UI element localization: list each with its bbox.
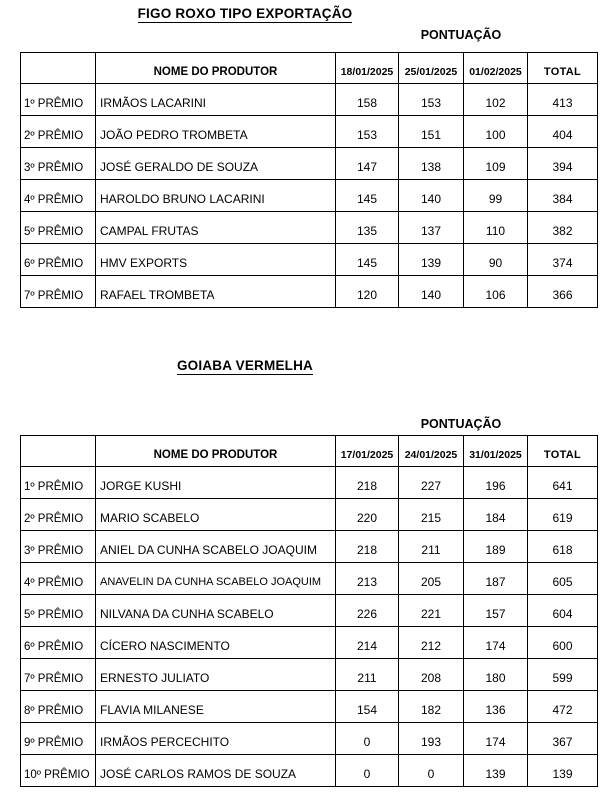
total-cell: 618 (528, 531, 598, 563)
score-cell: 189 (464, 531, 528, 563)
score-cell: 213 (336, 563, 399, 595)
total-cell: 605 (528, 563, 598, 595)
producer-name-cell: FLAVIA MILANESE (96, 691, 336, 723)
producer-name-cell: MARIO SCABELO (96, 499, 336, 531)
score-cell: 0 (336, 755, 399, 787)
score-cell: 196 (464, 467, 528, 499)
producer-name-cell: HMV EXPORTS (96, 244, 336, 276)
producer-name-cell: JORGE KUSHI (96, 467, 336, 499)
total-cell: 374 (528, 244, 598, 276)
score-cell: 120 (336, 276, 399, 308)
table-row (21, 627, 598, 659)
prize-rank-cell: 8º PRÊMIO (21, 691, 96, 723)
score-cell: 136 (464, 691, 528, 723)
header-row (21, 436, 598, 467)
total-cell: 472 (528, 691, 598, 723)
score-cell: 137 (399, 212, 464, 244)
total-cell: 599 (528, 659, 598, 691)
table2-title-text: GOIABA VERMELHA (176, 358, 313, 373)
results-table-figo-roxo (20, 52, 598, 308)
producer-name-cell: ANIEL DA CUNHA SCABELO JOAQUIM (96, 531, 336, 563)
producer-name-cell: CÍCERO NASCIMENTO (96, 627, 336, 659)
score-cell: 145 (336, 244, 399, 276)
score-cell: 226 (336, 595, 399, 627)
score-cell: 154 (336, 691, 399, 723)
total-cell: 394 (528, 148, 598, 180)
prize-rank-cell: 1º PRÊMIO (21, 84, 96, 116)
producer-column-header: NOME DO PRODUTOR (96, 53, 336, 84)
table-row (21, 467, 598, 499)
results-table-goiaba-vermelha (20, 435, 598, 787)
producer-name-cell: JOÃO PEDRO TROMBETA (96, 116, 336, 148)
score-cell: 211 (336, 659, 399, 691)
producer-name-cell: IRMÃOS PERCECHITO (96, 723, 336, 755)
table-row (21, 180, 598, 212)
producer-name-cell: JOSÉ GERALDO DE SOUZA (96, 148, 336, 180)
score-cell: 180 (464, 659, 528, 691)
table-row (21, 116, 598, 148)
total-cell: 139 (528, 755, 598, 787)
score-cell: 205 (399, 563, 464, 595)
producer-name-cell: RAFAEL TROMBETA (96, 276, 336, 308)
score-cell: 138 (399, 148, 464, 180)
score-cell: 193 (399, 723, 464, 755)
table1-score-header: PONTUAÇÃO (420, 28, 502, 42)
prize-rank-cell: 7º PRÊMIO (21, 276, 96, 308)
table-body (21, 84, 598, 308)
score-cell: 100 (464, 116, 528, 148)
producer-name-cell: IRMÃOS LACARINI (96, 84, 336, 116)
score-cell: 140 (399, 276, 464, 308)
date-column-header: 31/01/2025 (464, 436, 528, 467)
score-cell: 158 (336, 84, 399, 116)
table-body (21, 467, 598, 787)
prize-rank-cell: 10º PRÊMIO (21, 755, 96, 787)
score-cell: 214 (336, 627, 399, 659)
score-cell: 182 (399, 691, 464, 723)
score-cell: 110 (464, 212, 528, 244)
table-row (21, 212, 598, 244)
score-cell: 102 (464, 84, 528, 116)
table-row (21, 84, 598, 116)
corner-cell (21, 53, 96, 84)
prize-rank-cell: 4º PRÊMIO (21, 563, 96, 595)
score-cell: 0 (336, 723, 399, 755)
score-cell: 184 (464, 499, 528, 531)
score-cell: 218 (336, 531, 399, 563)
table-row (21, 723, 598, 755)
table-row (21, 755, 598, 787)
date-column-header: 25/01/2025 (399, 53, 464, 84)
prize-rank-cell: 7º PRÊMIO (21, 659, 96, 691)
table-row (21, 499, 598, 531)
total-cell: 413 (528, 84, 598, 116)
total-cell: 367 (528, 723, 598, 755)
table-row (21, 148, 598, 180)
date-column-header: 01/02/2025 (464, 53, 528, 84)
producer-name-cell: ERNESTO JULIATO (96, 659, 336, 691)
table2-score-header: PONTUAÇÃO (420, 417, 502, 431)
score-cell: 109 (464, 148, 528, 180)
table1-title (0, 6, 490, 23)
total-cell: 384 (528, 180, 598, 212)
table-row (21, 595, 598, 627)
score-cell: 153 (336, 116, 399, 148)
table-row (21, 244, 598, 276)
score-cell: 135 (336, 212, 399, 244)
score-cell: 174 (464, 627, 528, 659)
producer-name-cell: ANAVELIN DA CUNHA SCABELO JOAQUIM (96, 563, 336, 595)
prize-rank-cell: 6º PRÊMIO (21, 627, 96, 659)
total-column-header: TOTAL (528, 436, 598, 467)
producer-name-cell: JOSÉ CARLOS RAMOS DE SOUZA (96, 755, 336, 787)
producer-name-cell: HAROLDO BRUNO LACARINI (96, 180, 336, 212)
score-cell: 215 (399, 499, 464, 531)
table-row (21, 531, 598, 563)
score-cell: 151 (399, 116, 464, 148)
date-column-header: 18/01/2025 (336, 53, 399, 84)
table2-title (0, 358, 490, 375)
producer-name-cell: CAMPAL FRUTAS (96, 212, 336, 244)
total-cell: 604 (528, 595, 598, 627)
score-cell: 139 (464, 755, 528, 787)
score-cell: 139 (399, 244, 464, 276)
score-cell: 220 (336, 499, 399, 531)
prize-rank-cell: 3º PRÊMIO (21, 531, 96, 563)
total-cell: 382 (528, 212, 598, 244)
score-cell: 208 (399, 659, 464, 691)
prize-rank-cell: 6º PRÊMIO (21, 244, 96, 276)
table1-title-text: FIGO ROXO TIPO EXPORTAÇÃO (137, 6, 353, 21)
prize-rank-cell: 9º PRÊMIO (21, 723, 96, 755)
score-cell: 99 (464, 180, 528, 212)
score-cell: 218 (336, 467, 399, 499)
table-row (21, 659, 598, 691)
total-column-header: TOTAL (528, 53, 598, 84)
score-cell: 221 (399, 595, 464, 627)
score-cell: 145 (336, 180, 399, 212)
score-cell: 0 (399, 755, 464, 787)
prize-rank-cell: 2º PRÊMIO (21, 499, 96, 531)
score-cell: 212 (399, 627, 464, 659)
score-cell: 153 (399, 84, 464, 116)
score-cell: 147 (336, 148, 399, 180)
prize-rank-cell: 4º PRÊMIO (21, 180, 96, 212)
prize-rank-cell: 3º PRÊMIO (21, 148, 96, 180)
score-cell: 140 (399, 180, 464, 212)
score-cell: 157 (464, 595, 528, 627)
score-cell: 211 (399, 531, 464, 563)
prize-rank-cell: 1º PRÊMIO (21, 467, 96, 499)
total-cell: 619 (528, 499, 598, 531)
total-cell: 404 (528, 116, 598, 148)
table-row (21, 691, 598, 723)
prize-rank-cell: 2º PRÊMIO (21, 116, 96, 148)
total-cell: 366 (528, 276, 598, 308)
table-row (21, 563, 598, 595)
score-cell: 106 (464, 276, 528, 308)
prize-rank-cell: 5º PRÊMIO (21, 595, 96, 627)
score-cell: 187 (464, 563, 528, 595)
score-cell: 90 (464, 244, 528, 276)
corner-cell (21, 436, 96, 467)
total-cell: 641 (528, 467, 598, 499)
total-cell: 600 (528, 627, 598, 659)
date-column-header: 24/01/2025 (399, 436, 464, 467)
score-cell: 227 (399, 467, 464, 499)
producer-column-header: NOME DO PRODUTOR (96, 436, 336, 467)
date-column-header: 17/01/2025 (336, 436, 399, 467)
producer-name-cell: NILVANA DA CUNHA SCABELO (96, 595, 336, 627)
header-row (21, 53, 598, 84)
score-cell: 174 (464, 723, 528, 755)
table-row (21, 276, 598, 308)
prize-rank-cell: 5º PRÊMIO (21, 212, 96, 244)
